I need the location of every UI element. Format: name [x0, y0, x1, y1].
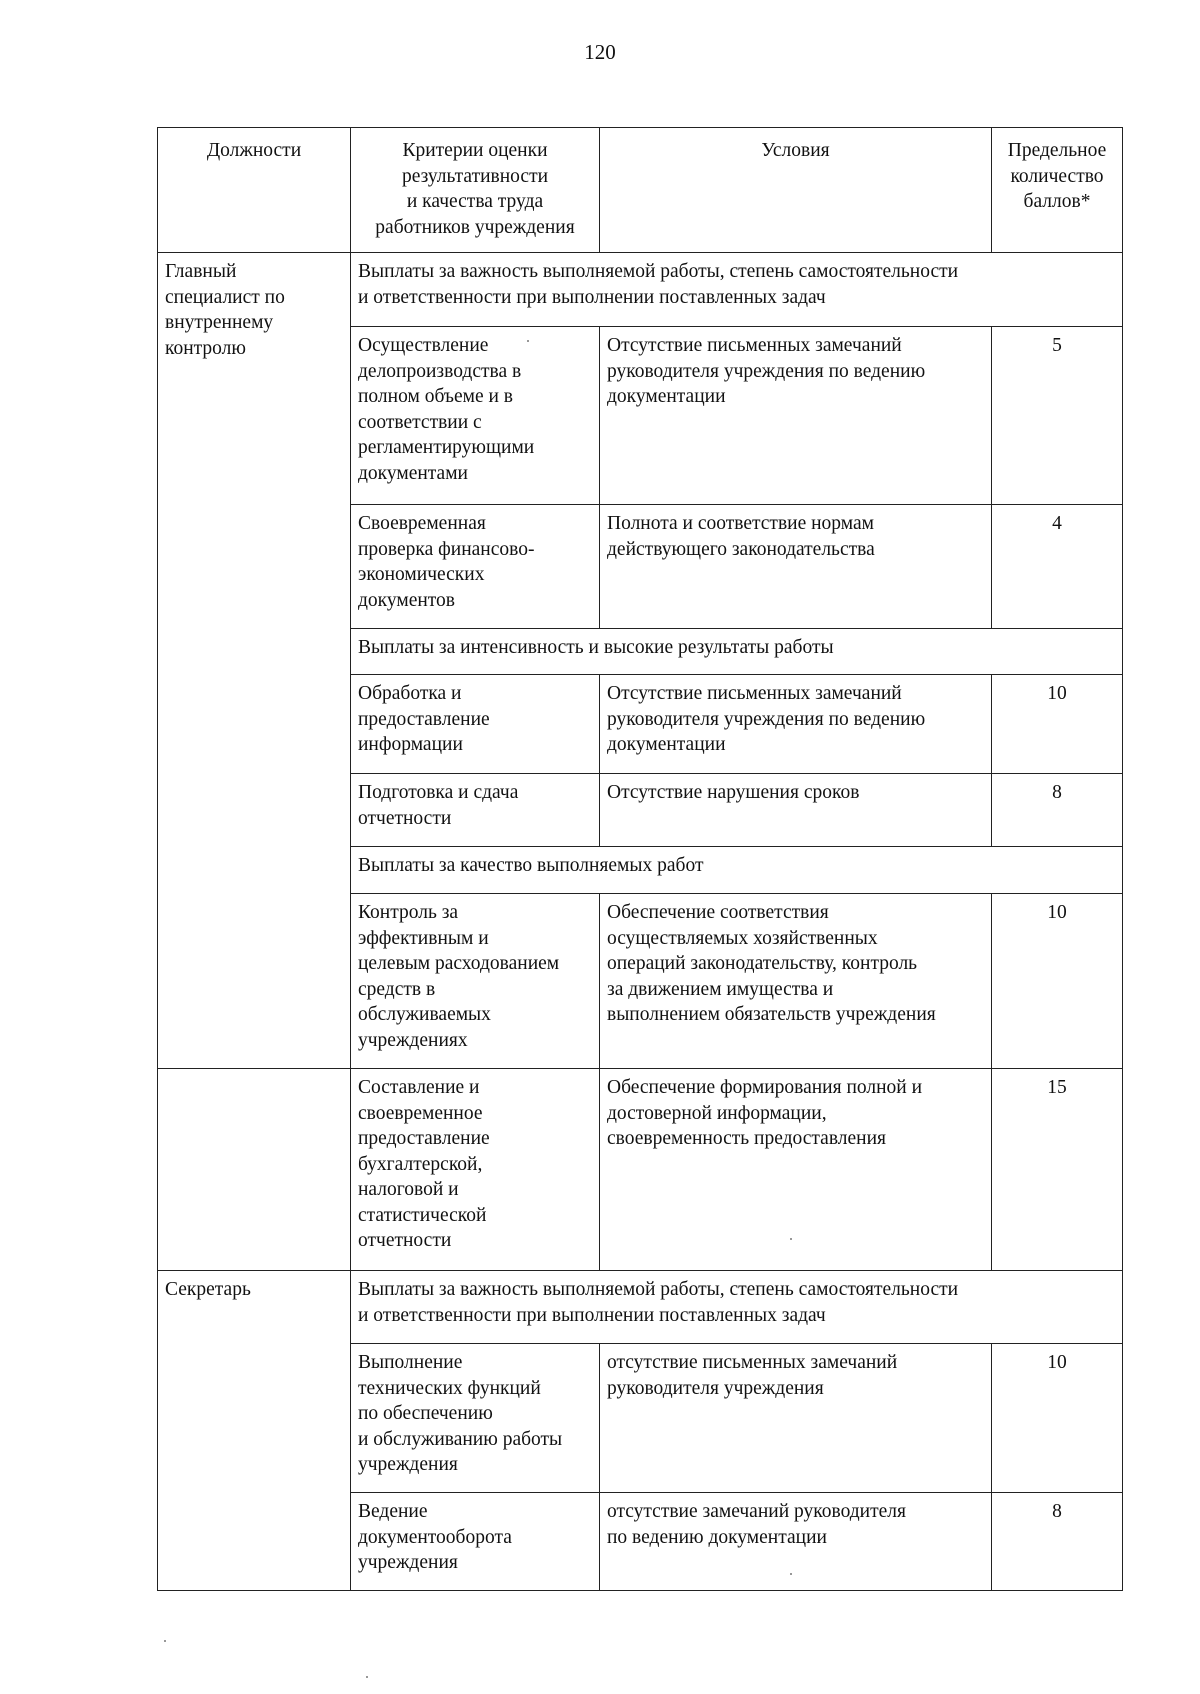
- conditions-cell: Обеспечение соответствия осуществляемых хозяйственных операций законодательству, контроль за движением имущества и выполнением обязательств учреждения: [600, 894, 992, 1069]
- points-cell: 10: [992, 894, 1123, 1069]
- conditions-cell: Отсутствие нарушения сроков: [600, 774, 992, 847]
- scan-speck: [164, 1640, 166, 1642]
- criteria-cell: Выполнение технических функций по обеспечению и обслуживанию работы учреждения: [351, 1344, 600, 1493]
- section-row: [158, 253, 1123, 327]
- section-title: Выплаты за важность выполняемой работы, степень самостоятельности и ответственности при выполнении поставленных задач: [351, 253, 1123, 327]
- section-title: Выплаты за важность выполняемой работы, степень самостоятельности и ответственности при выполнении поставленных задач: [351, 1271, 1123, 1344]
- conditions-cell: отсутствие замечаний руководителя по ведению документации: [600, 1493, 992, 1591]
- section-title: Выплаты за качество выполняемых работ: [351, 847, 1123, 894]
- criteria-cell: Ведение документооборота учреждения: [351, 1493, 600, 1591]
- points-cell: 5: [992, 327, 1123, 505]
- page-number: 120: [584, 40, 616, 64]
- section-row: [158, 1271, 1123, 1344]
- points-cell: 15: [992, 1069, 1123, 1271]
- scan-speck: [790, 1238, 792, 1240]
- position-cell-chief-specialist: Главный специалист по внутреннему контролю: [158, 253, 351, 1069]
- conditions-cell: Отсутствие письменных замечаний руководителя учреждения по ведению документации: [600, 675, 992, 774]
- position-cell-secretary: Секретарь: [158, 1271, 351, 1591]
- points-cell: 4: [992, 505, 1123, 629]
- scan-speck: [527, 340, 529, 342]
- scan-speck: [366, 1676, 368, 1678]
- criteria-cell: Составление и своевременное предоставление бухгалтерской, налоговой и статистической отчетности: [351, 1069, 600, 1271]
- points-cell: 10: [992, 1344, 1123, 1493]
- scan-speck: [790, 1573, 792, 1575]
- table-row: [158, 1069, 1123, 1271]
- points-cell: 8: [992, 1493, 1123, 1591]
- criteria-cell: Осуществление делопроизводства в полном объеме и в соответствии с регламентирующими документами: [351, 327, 600, 505]
- conditions-cell: Отсутствие письменных замечаний руководителя учреждения по ведению документации: [600, 327, 992, 505]
- conditions-cell: Полнота и соответствие нормам действующего законодательства: [600, 505, 992, 629]
- conditions-cell: отсутствие письменных замечаний руководителя учреждения: [600, 1344, 992, 1493]
- criteria-cell: Обработка и предоставление информации: [351, 675, 600, 774]
- criteria-table: [157, 127, 1123, 1591]
- header-max-points: Предельное количество баллов*: [992, 128, 1123, 253]
- header-row: [158, 128, 1123, 253]
- header-conditions: Условия: [600, 128, 992, 253]
- header-position: Должности: [158, 128, 351, 253]
- position-cell-empty: [158, 1069, 351, 1271]
- conditions-cell: Обеспечение формирования полной и достоверной информации, своевременность предоставления: [600, 1069, 992, 1271]
- criteria-cell: Контроль за эффективным и целевым расходованием средств в обслуживаемых учреждениях: [351, 894, 600, 1069]
- section-title: Выплаты за интенсивность и высокие результаты работы: [351, 629, 1123, 675]
- header-criteria: Критерии оценки результативности и качества труда работников учреждения: [351, 128, 600, 253]
- criteria-cell: Подготовка и сдача отчетности: [351, 774, 600, 847]
- criteria-cell: Своевременная проверка финансово- экономических документов: [351, 505, 600, 629]
- points-cell: 10: [992, 675, 1123, 774]
- points-cell: 8: [992, 774, 1123, 847]
